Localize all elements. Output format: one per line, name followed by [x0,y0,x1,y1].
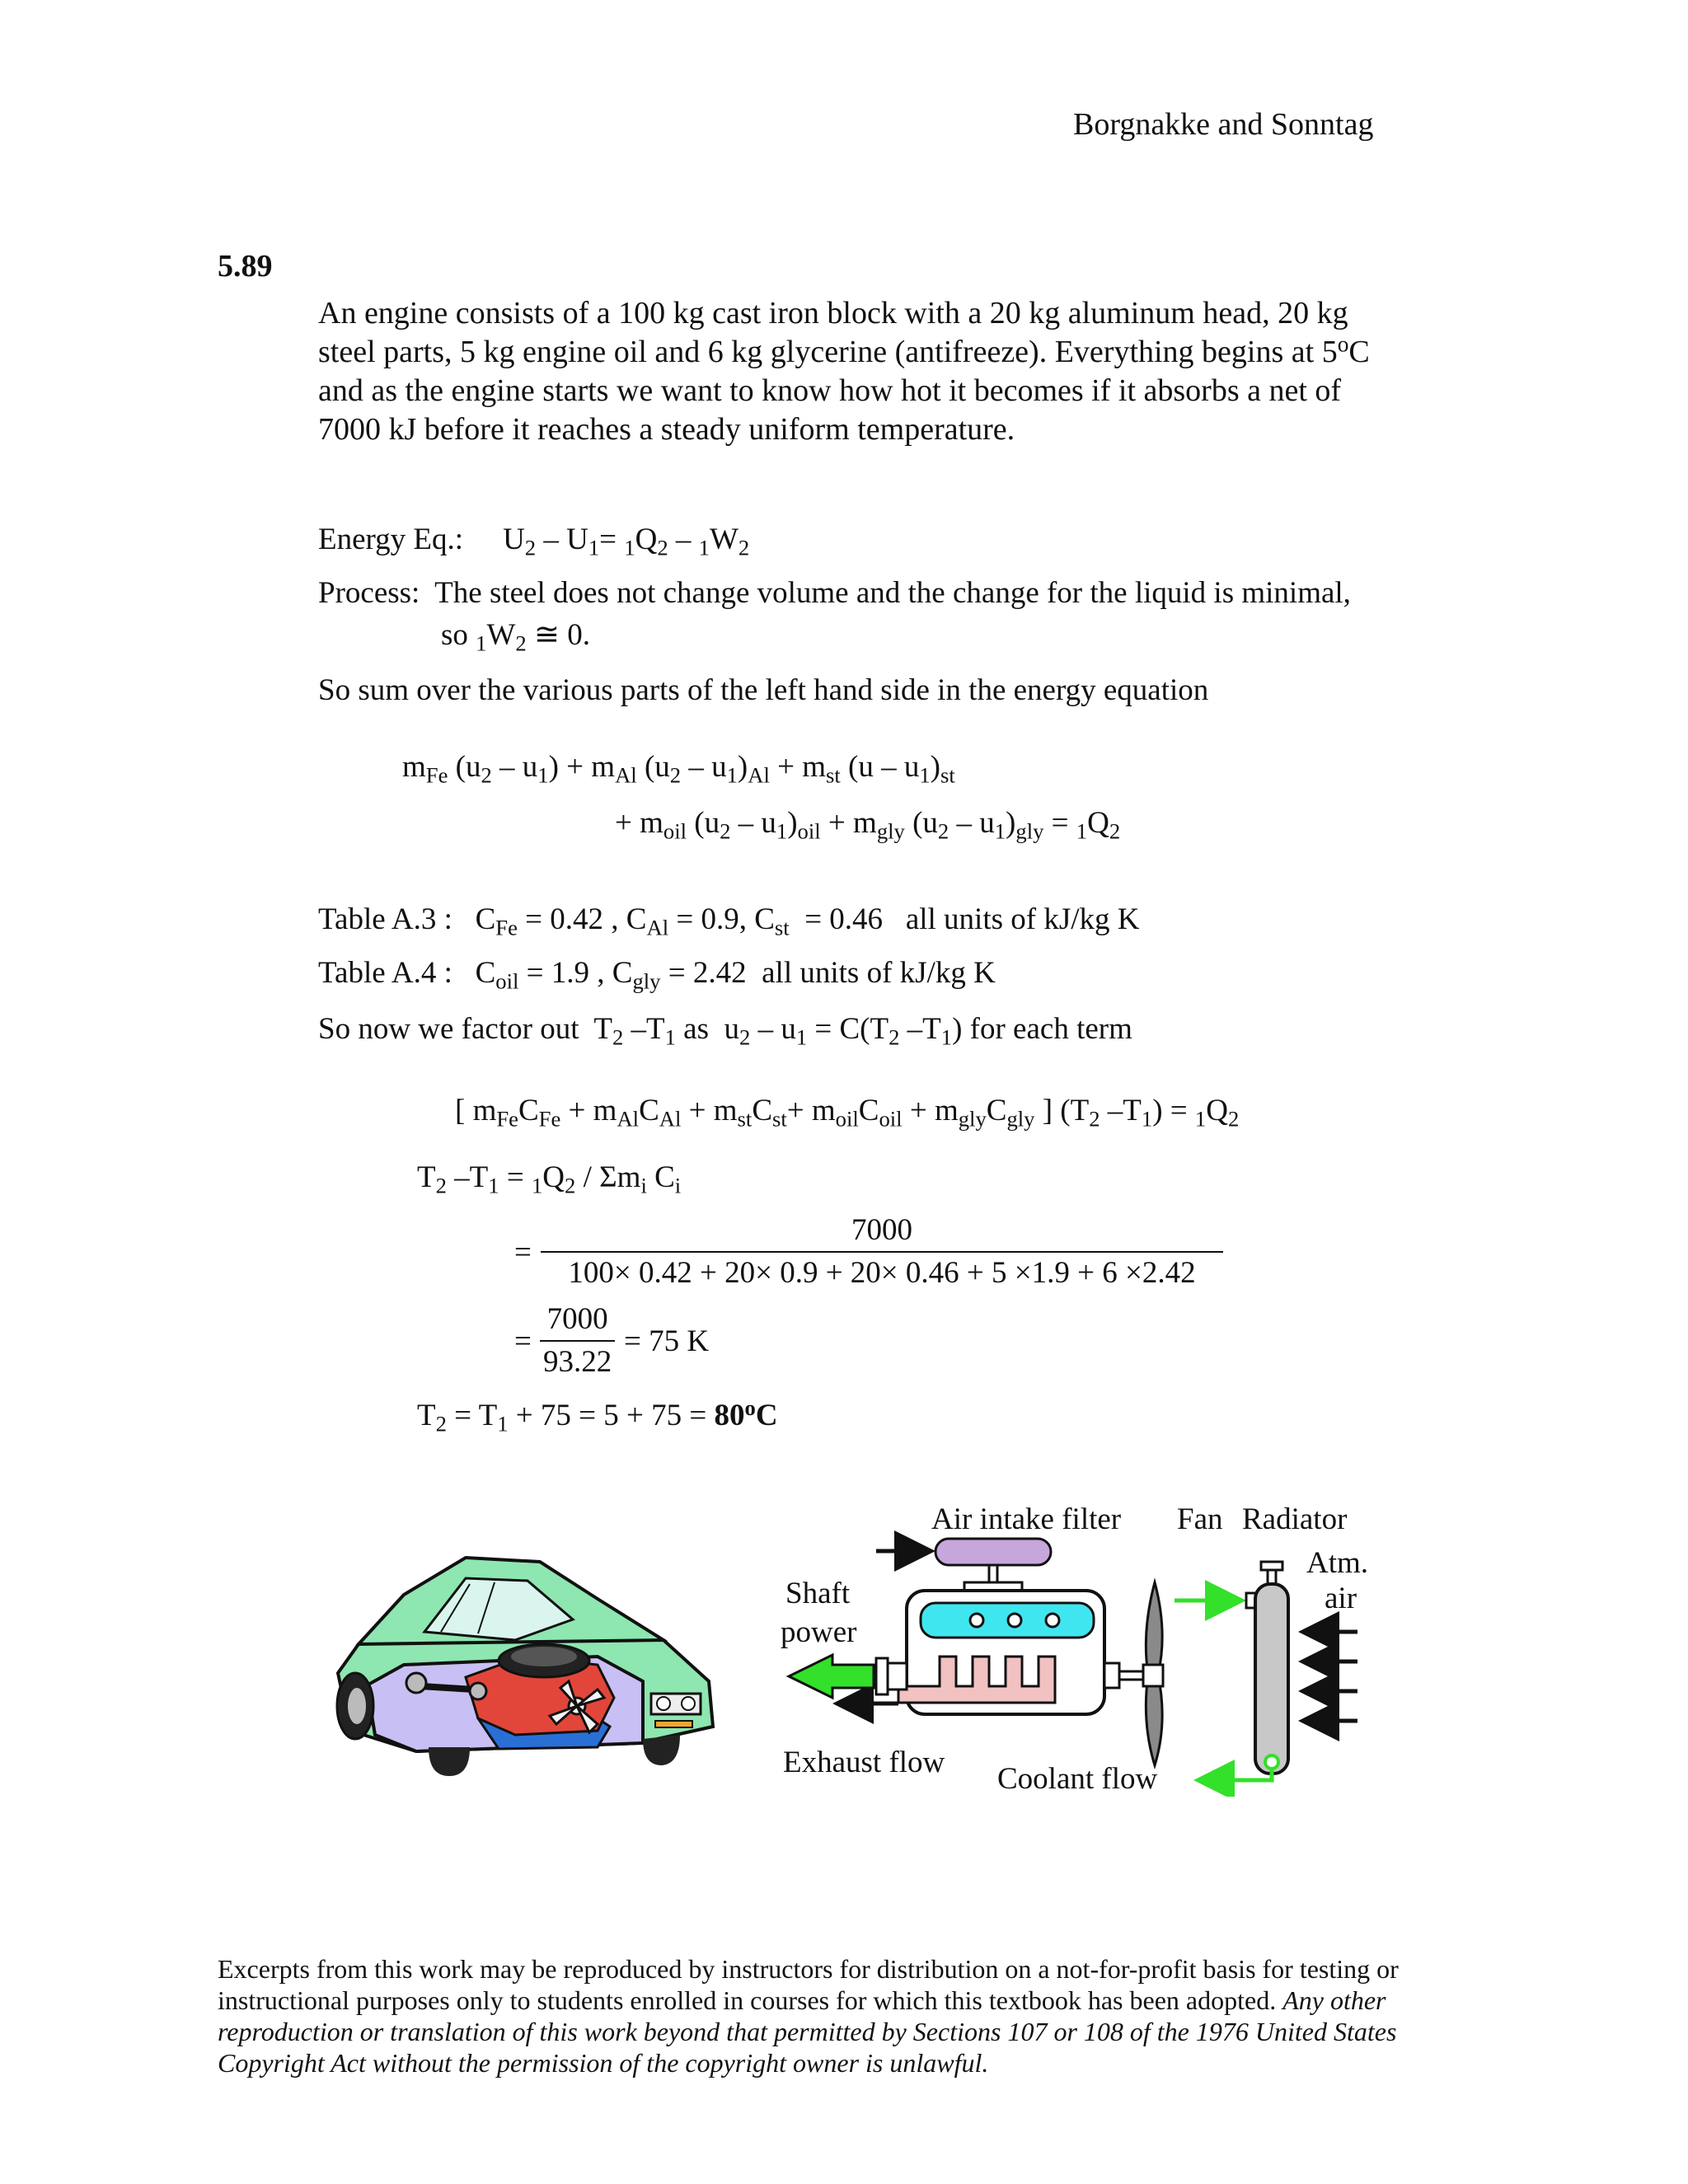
fraction-denominator: 93.22 [540,1340,615,1381]
atm-label: Atm. [1306,1546,1369,1580]
equals-sign: = [514,1324,532,1358]
problem-statement [318,294,1489,449]
process-statement: Process: The steel does not change volume and the change for the liquid is minimal, [318,576,1351,610]
fraction-denominator: 100× 0.42 + 20× 0.9 + 20× 0.46 + 5 ×1.9 + 6 ×2.42 [541,1251,1223,1292]
problem-number: 5.89 [218,249,273,284]
sum-statement: So sum over the various parts of the left hand side in the energy equation [318,673,1209,707]
fraction-substitution [539,1212,1225,1293]
delta-t-result: = 75 K [624,1324,710,1358]
shaft-power-arrow [789,1655,874,1698]
energy-sum-line-2: + $m_{oil}$ $(u_2 - u_1)_{oil} + m_{gly}$ $(u_2 - u_1)_{gly} = _1Q_2$ [615,806,1121,844]
statement-line: and as the engine starts we want to know how hot it becomes if it absorbs a net of [318,373,1342,408]
table-a4-values: Table A.4 : $C_{oil} = 1.9$ , $C_{gly} = 2.42$ all units of kJ/kg K [318,956,996,994]
radiator-label: Radiator [1242,1502,1348,1536]
temperature-difference-equation: $T_2$ $-T_1 = _1Q_2 / \Sigma m_i$ $C_i$ [417,1160,682,1198]
factored-equation: [ $m_{Fe}C_{Fe} + m_{Al}C_{Al} + m_{st}C_{st}+ m_{oil}C_{oil} + m_{gly}C_{gly}$ ] ($T_2$ $-T_1) = _1Q_2$ [455,1094,1240,1132]
statement-line: 7000 kJ before it reaches a steady uniform temperature. [318,412,1015,447]
car-grille [651,1694,701,1727]
car-rear-wheel [429,1747,470,1776]
shaft-label: Shaft [785,1577,851,1610]
engine-schematic-figure [771,1500,1385,1797]
table-a3-values: Table A.3 : $C_{Fe} = 0.42$ , $C_{Al} = 0.9$, $C_{st} = 0.46$ all units of kJ/kg K [318,902,1140,940]
coolant-flow-label: Coolant flow [997,1762,1158,1796]
final-temperature: $T_2 = T_1 + 75 = 5 + 75 = 80^oC$ [417,1395,778,1436]
energy-sum-line-1: $m_{Fe}$ $(u_2 - u_1) + m_{Al}$ $(u_2 - u_1)_{Al} + m_{st}$ $(u - u_1)_{st}$ [402,750,955,788]
fraction-numerator: 7000 [546,1302,608,1336]
radiator-body [1255,1584,1288,1774]
fraction-numerator: 7000 [851,1213,912,1247]
process-work-zero: so $_1W_2$ ≅ 0. [441,618,590,656]
air-intake-filter-label: Air intake filter [931,1502,1122,1536]
exhaust-flow-label: Exhaust flow [783,1746,945,1779]
statement-line: steel parts, 5 kg engine oil and 6 kg glycerine (antifreeze). Everything begins at 5$^o$C [318,331,1370,369]
page-header-authors: Borgnakke and Sonntag [1073,107,1374,142]
copyright-footer: Excerpts from this work may be reproduced by instructors for distribution on a not-for-profit basis for testing or instructional purposes only to students enrolled in courses for which this textbook has been adopted. Any other reproduction or translation of this work beyond that permitted by Sections 107 or 108 of the 1976 United States Copyright Act without the permission of the copyright owner is unlawful. [218,1954,1399,2078]
factor-statement: So now we factor out $T_2$ $-T_1$ as $u_2 - u_1 = C(T_2$ $-T_1$) for each term [318,1012,1132,1050]
power-label: power [781,1615,857,1649]
statement-line: An engine consists of a 100 kg cast iron block with a 20 kg aluminum head, 20 kg [318,296,1348,330]
equals-sign: = [514,1235,532,1269]
atm-air-arrows [1302,1632,1357,1721]
fraction-result [540,1301,615,1382]
air-label: air [1325,1582,1357,1615]
air-filter [935,1539,1051,1565]
fan-label: Fan [1177,1502,1223,1536]
car-engine-cutaway-figure [326,1541,721,1780]
energy-equation: Energy Eq.: $U_2 - U_1= _1Q_2 - _1W_2$ [318,523,750,560]
